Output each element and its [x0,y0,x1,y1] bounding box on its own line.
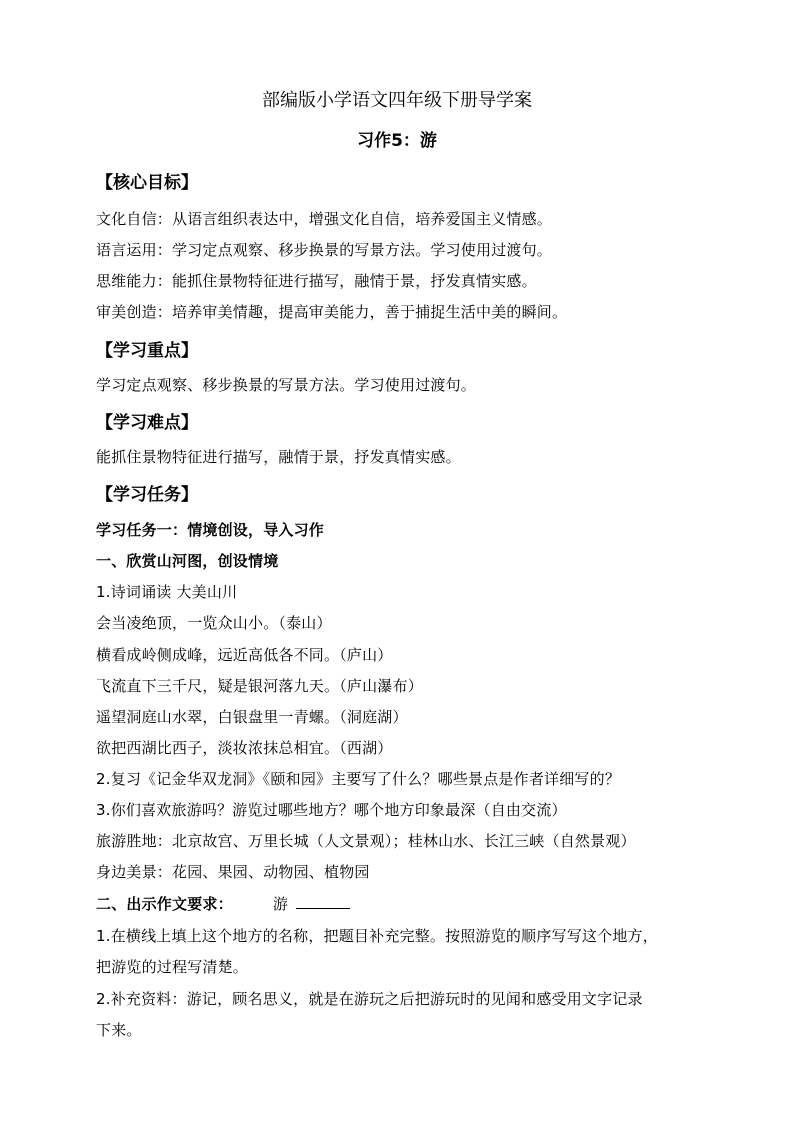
item-review: 2.复习《记金华双龙洞》《颐和园》主要写了什么？哪些景点是作者详细写的？ [96,770,621,788]
poem-line: 欲把西湖比西子，淡妆浓抹总相宜。（西湖） [96,739,393,757]
part1-title: 一、欣赏山河图，创设情境 [96,552,279,570]
section-heading-difficulties: 【学习难点】 [96,413,198,433]
goal-line: 文化自信：从语言组织表达中，增强文化自信，培养爱国主义情感。 [96,210,553,228]
requirement-line: 下来。 [96,1021,142,1039]
item-poetry-reading: 1.诗词诵读 大美山川 [96,583,238,601]
goal-line: 思维能力：能抓住景物特征进行描写，融情于景，抒发真情实感。 [96,272,537,290]
section-heading-tasks: 【学习任务】 [96,485,198,505]
goal-line: 语言运用：学习定点观察、移步换景的写景方法。学习使用过渡句。 [96,241,553,259]
requirement-line: 2.补充资料：游记，顾名思义，就是在游玩之后把游玩时的见闻和感受用文字记录 [96,990,643,1008]
difficulties-text: 能抓住景物特征进行描写，融情于景，抒发真情实感。 [96,448,461,466]
scenic-spots-line: 旅游胜地：北京故宫、万里长城（人文景观）；桂林山水、长江三峡（自然景观） [96,832,636,850]
section-heading-key-points: 【学习重点】 [96,341,198,361]
key-points-text: 学习定点观察、移步换景的写景方法。学习使用过渡句。 [96,376,477,394]
section-heading-core-goals: 【核心目标】 [96,173,198,193]
fill-in-blank [296,894,350,909]
part2-row [96,893,350,914]
poem-line: 遥望洞庭山水翠，白银盘里一青螺。（洞庭湖） [96,708,408,726]
part2-blank-label: 游 [272,895,289,913]
item-discussion: 3.你们喜欢旅游吗？游览过哪些地方？哪个地方印象最深（自由交流） [96,801,567,819]
part2-title: 二、出示作文要求： [96,895,233,913]
goal-line: 审美创造：培养审美情趣，提高审美能力，善于捕捉生活中美的瞬间。 [96,303,568,321]
poem-line: 横看成岭侧成峰，远近高低各不同。（庐山） [96,646,393,664]
poem-line: 会当凌绝顶，一览众山小。（泰山） [96,614,332,632]
requirement-line: 1.在横线上填上这个地方的名称，把题目补充完整。按照游览的顺序写写这个地方， [96,927,658,945]
nearby-scenery-line: 身边美景：花园、果园、动物园、植物园 [96,863,370,881]
requirement-line: 把游览的过程写清楚。 [96,958,249,976]
document-title: 部编版小学语文四年级下册导学案 [262,90,532,111]
poem-line: 飞流直下三千尺，疑是银河落九天。（庐山瀑布） [96,677,423,695]
task1-title: 学习任务一：情境创设，导入习作 [96,521,325,539]
document-subtitle: 习作5：游 [357,131,437,151]
